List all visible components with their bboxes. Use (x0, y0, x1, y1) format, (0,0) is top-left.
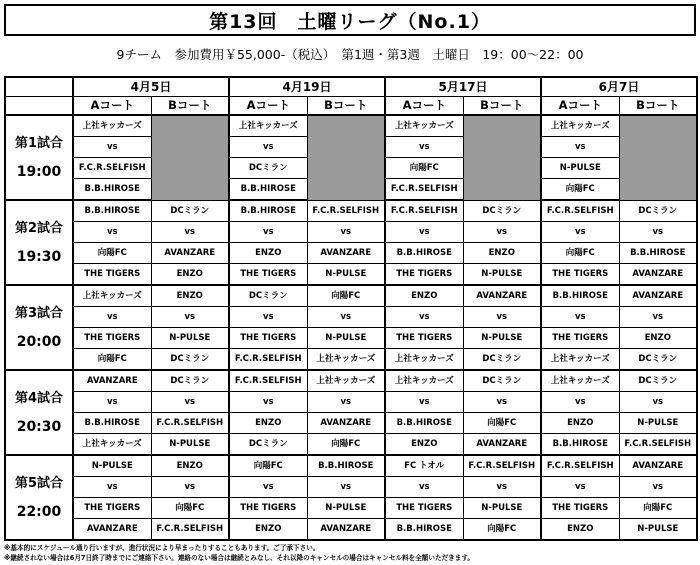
away-team: THE TIGERS (73, 328, 151, 349)
court-header: Bコート (151, 96, 229, 115)
away-team: THE TIGERS (541, 328, 619, 349)
home-team: DCミラン (463, 200, 541, 222)
vs-label: vs (385, 307, 463, 328)
match-row (5, 307, 697, 328)
vs-label: vs (151, 392, 229, 413)
match-row (5, 413, 697, 434)
home-team: DCミラン (151, 200, 229, 222)
match-label (5, 285, 73, 370)
home-team: DCミラン (619, 200, 697, 222)
away-team: THE TIGERS (385, 498, 463, 519)
home-team: DCミラン (463, 370, 541, 392)
match-time: 22:00 (16, 503, 62, 520)
vs-label: vs (229, 392, 307, 413)
home-team: F.C.R.SELFISH (463, 455, 541, 477)
home-team: F.C.R.SELFISH (307, 200, 385, 222)
away-team: AVANZARE (307, 413, 385, 434)
footnote: ※基本的にスケジュール通り行いますが、進行状況により早まったりすることもあります。ご了承下さい。 (4, 544, 320, 552)
referee-team: B.B.HIROSE (229, 179, 307, 201)
referee-team: N-PULSE (619, 519, 697, 541)
corner-cell (5, 96, 73, 115)
away-team: THE TIGERS (73, 498, 151, 519)
away-team: N-PULSE (619, 413, 697, 434)
referee-team: F.C.R.SELFISH (151, 519, 229, 541)
away-team: N-PULSE (463, 498, 541, 519)
match-time: 19:00 (16, 163, 62, 180)
home-team: DCミラン (151, 370, 229, 392)
vs-label: vs (151, 307, 229, 328)
vs-label: vs (385, 477, 463, 498)
match-time: 20:30 (16, 418, 62, 435)
vs-label: vs (229, 137, 307, 158)
home-team: 向陽FC (307, 285, 385, 307)
court-header: Bコート (463, 96, 541, 115)
court-header-row (5, 96, 697, 115)
away-team: ENZO (541, 413, 619, 434)
match-row (5, 264, 697, 286)
court-header: Bコート (307, 96, 385, 115)
date-header: 4月19日 (229, 77, 385, 96)
vs-label: vs (307, 222, 385, 243)
home-team: ENZO (151, 285, 229, 307)
page-title: 第13回 土曜リーグ（No.1） (4, 4, 696, 36)
referee-team: 向陽FC (307, 434, 385, 456)
vs-label: vs (463, 477, 541, 498)
vs-label: vs (73, 477, 151, 498)
away-team: ENZO (229, 243, 307, 264)
match-row (5, 349, 697, 371)
match-name: 第1試合 (14, 135, 64, 151)
away-team: B.B.HIROSE (73, 413, 151, 434)
vs-label: vs (73, 307, 151, 328)
match-row (5, 519, 697, 541)
home-team: B.B.HIROSE (307, 455, 385, 477)
match-row (5, 498, 697, 519)
referee-team: 上社キッカーズ (73, 434, 151, 456)
referee-team: B.B.HIROSE (73, 179, 151, 201)
home-team: FC トオル (385, 455, 463, 477)
vs-label: vs (151, 477, 229, 498)
court-header: Aコート (229, 96, 307, 115)
referee-team: THE TIGERS (229, 264, 307, 286)
vs-label: vs (541, 392, 619, 413)
no-match-cell (151, 115, 229, 200)
match-row (5, 200, 697, 222)
referee-team: F.C.R.SELFISH (229, 349, 307, 371)
match-time: 19:30 (16, 248, 62, 265)
referee-team: 向陽FC (541, 179, 619, 201)
vs-label: vs (619, 477, 697, 498)
referee-team: N-PULSE (307, 264, 385, 286)
vs-label: vs (73, 392, 151, 413)
referee-team: B.B.HIROSE (541, 434, 619, 456)
vs-label: vs (73, 137, 151, 158)
referee-team: F.C.R.SELFISH (619, 434, 697, 456)
vs-label: vs (229, 477, 307, 498)
away-team: THE TIGERS (385, 328, 463, 349)
home-team: 上社キッカーズ (229, 115, 307, 137)
match-row (5, 434, 697, 456)
match-row (5, 370, 697, 392)
away-team: F.C.R.SELFISH (73, 158, 151, 179)
no-match-cell (463, 115, 541, 200)
home-team: DCミラン (619, 370, 697, 392)
referee-team: DCミラン (463, 349, 541, 371)
corner-cell (5, 77, 73, 96)
away-team: B.B.HIROSE (385, 243, 463, 264)
vs-label: vs (541, 222, 619, 243)
away-team: B.B.HIROSE (385, 413, 463, 434)
date-header-row (5, 77, 697, 96)
referee-team: AVANZARE (73, 519, 151, 541)
referee-team: 上社キッカーズ (541, 349, 619, 371)
schedule-table (4, 76, 698, 541)
vs-label: vs (619, 307, 697, 328)
home-team: F.C.R.SELFISH (541, 455, 619, 477)
referee-team: F.C.R.SELFISH (385, 179, 463, 201)
vs-label: vs (307, 392, 385, 413)
away-team: 向陽FC (385, 158, 463, 179)
referee-team: THE TIGERS (73, 264, 151, 286)
court-header: Aコート (541, 96, 619, 115)
away-team: 向陽FC (463, 413, 541, 434)
match-label (5, 455, 73, 540)
home-team: 上社キッカーズ (73, 285, 151, 307)
match-row (5, 392, 697, 413)
no-match-cell (307, 115, 385, 200)
vs-label: vs (307, 477, 385, 498)
home-team: B.B.HIROSE (541, 285, 619, 307)
vs-label: vs (385, 392, 463, 413)
match-name: 第3試合 (14, 305, 64, 321)
home-team: AVANZARE (463, 285, 541, 307)
home-team: ENZO (151, 455, 229, 477)
away-team: F.C.R.SELFISH (151, 413, 229, 434)
no-match-cell (619, 115, 697, 200)
vs-label: vs (541, 477, 619, 498)
match-name: 第5試合 (14, 475, 64, 491)
vs-label: vs (151, 222, 229, 243)
referee-team: AVANZARE (307, 519, 385, 541)
vs-label: vs (619, 222, 697, 243)
home-team: F.C.R.SELFISH (229, 370, 307, 392)
date-header: 6月7日 (541, 77, 697, 96)
vs-label: vs (385, 137, 463, 158)
away-team: 向陽FC (541, 243, 619, 264)
match-time: 20:00 (16, 333, 62, 350)
away-team: ENZO (229, 413, 307, 434)
home-team: N-PULSE (73, 455, 151, 477)
vs-label: vs (229, 222, 307, 243)
vs-label: vs (541, 307, 619, 328)
referee-team: 向陽FC (463, 519, 541, 541)
vs-label: vs (619, 392, 697, 413)
referee-team: DCミラン (619, 349, 697, 371)
away-team: 向陽FC (619, 498, 697, 519)
vs-label: vs (541, 137, 619, 158)
match-row (5, 243, 697, 264)
vs-label: vs (307, 307, 385, 328)
home-team: AVANZARE (619, 455, 697, 477)
home-team: 上社キッカーズ (541, 370, 619, 392)
referee-team: THE TIGERS (541, 264, 619, 286)
match-row (5, 455, 697, 477)
home-team: 上社キッカーズ (307, 370, 385, 392)
referee-team: 上社キッカーズ (385, 349, 463, 371)
home-team: 向陽FC (229, 455, 307, 477)
match-name: 第4試合 (14, 390, 64, 406)
vs-label: vs (463, 392, 541, 413)
match-label (5, 115, 73, 200)
vs-label: vs (73, 222, 151, 243)
match-row (5, 115, 697, 137)
away-team: 向陽FC (73, 243, 151, 264)
vs-label: vs (463, 222, 541, 243)
away-team: N-PULSE (151, 328, 229, 349)
away-team: THE TIGERS (229, 328, 307, 349)
referee-team: B.B.HIROSE (385, 519, 463, 541)
home-team: ENZO (385, 285, 463, 307)
referee-team: ENZO (541, 519, 619, 541)
match-name: 第2試合 (14, 220, 64, 236)
league-info: 9チーム 参加費用￥55,000-（税込） 第1週・第3週 土曜日 19：00〜22：00 (116, 47, 584, 62)
home-team: F.C.R.SELFISH (385, 200, 463, 222)
home-team: 上社キッカーズ (385, 115, 463, 137)
away-team: AVANZARE (151, 243, 229, 264)
home-team: B.B.HIROSE (229, 200, 307, 222)
away-team: AVANZARE (307, 243, 385, 264)
referee-team: 向陽FC (73, 349, 151, 371)
home-team: 上社キッカーズ (73, 115, 151, 137)
vs-label: vs (229, 307, 307, 328)
away-team: N-PULSE (541, 158, 619, 179)
away-team: ENZO (463, 243, 541, 264)
home-team: 上社キッカーズ (385, 370, 463, 392)
referee-team: ENZO (229, 519, 307, 541)
referee-team: DCミラン (229, 434, 307, 456)
referee-team: DCミラン (151, 349, 229, 371)
court-header: Bコート (619, 96, 697, 115)
court-header: Aコート (73, 96, 151, 115)
referee-team: AVANZARE (463, 434, 541, 456)
home-team: AVANZARE (619, 285, 697, 307)
away-team: N-PULSE (307, 328, 385, 349)
referee-team: N-PULSE (463, 264, 541, 286)
referee-team: THE TIGERS (385, 264, 463, 286)
footnote: ※継続されない場合は6月7日終了時までにご連絡下さい。連絡のない場合は継続とみなし、それ以降のキャンセルの場合はキャンセル料を全額いただきます。 (4, 554, 475, 562)
court-header: Aコート (385, 96, 463, 115)
match-row (5, 285, 697, 307)
away-team: N-PULSE (463, 328, 541, 349)
away-team: N-PULSE (307, 498, 385, 519)
match-row (5, 328, 697, 349)
vs-label: vs (385, 222, 463, 243)
home-team: AVANZARE (73, 370, 151, 392)
away-team: 向陽FC (151, 498, 229, 519)
footnotes (4, 543, 696, 563)
home-team: F.C.R.SELFISH (541, 200, 619, 222)
away-team: ENZO (619, 328, 697, 349)
date-header: 5月17日 (385, 77, 541, 96)
referee-team: 上社キッカーズ (307, 349, 385, 371)
match-row (5, 477, 697, 498)
away-team: THE TIGERS (541, 498, 619, 519)
vs-label: vs (463, 307, 541, 328)
home-team: B.B.HIROSE (73, 200, 151, 222)
away-team: B.B.HIROSE (619, 243, 697, 264)
away-team: THE TIGERS (229, 498, 307, 519)
match-row (5, 222, 697, 243)
match-label (5, 370, 73, 455)
referee-team: ENZO (151, 264, 229, 286)
referee-team: N-PULSE (151, 434, 229, 456)
home-team: 上社キッカーズ (541, 115, 619, 137)
referee-team: ENZO (385, 434, 463, 456)
home-team: DCミラン (229, 285, 307, 307)
date-header: 4月5日 (73, 77, 229, 96)
referee-team: AVANZARE (619, 264, 697, 286)
away-team: DCミラン (229, 158, 307, 179)
match-label (5, 200, 73, 285)
